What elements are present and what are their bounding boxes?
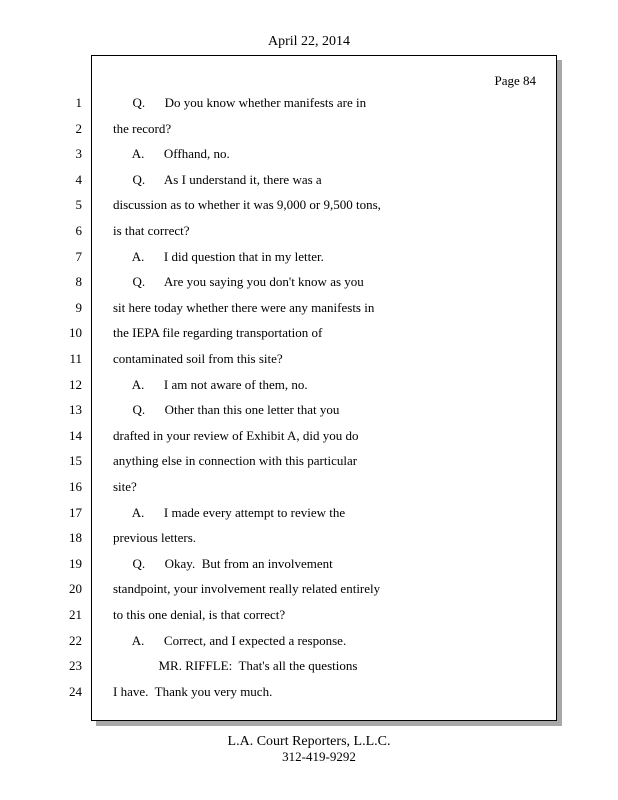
line-number: 4 bbox=[75, 171, 82, 187]
transcript-line bbox=[0, 90, 618, 116]
line-text: I have. Thank you very much. bbox=[113, 683, 273, 699]
transcript-line bbox=[0, 679, 618, 705]
line-text: A. Offhand, no. bbox=[113, 146, 230, 162]
line-text: the IEPA file regarding transportation of bbox=[113, 325, 323, 341]
line-number: 1 bbox=[75, 95, 82, 110]
transcript-date: April 22, 2014 bbox=[267, 34, 351, 49]
line-number: 5 bbox=[75, 197, 82, 213]
line-text: A. I did question that in my letter. bbox=[113, 248, 324, 264]
line-text: A. I made every attempt to review the bbox=[113, 504, 346, 520]
line-number: 15 bbox=[69, 453, 82, 469]
line-number: 20 bbox=[69, 581, 82, 597]
transcript-line bbox=[0, 653, 618, 679]
line-number: 17 bbox=[69, 504, 82, 520]
transcript-line bbox=[0, 269, 618, 295]
transcript-line bbox=[0, 372, 618, 398]
line-text: sit here today whether there were any manifests in bbox=[113, 299, 375, 315]
reporter-phone: 312-419-9292 bbox=[282, 749, 356, 764]
line-text: drafted in your review of Exhibit A, did you do bbox=[113, 427, 359, 443]
transcript-line bbox=[0, 320, 618, 346]
line-text: to this one denial, is that correct? bbox=[113, 607, 286, 622]
line-number: 3 bbox=[75, 146, 82, 162]
line-text: site? bbox=[113, 479, 137, 494]
line-text: previous letters. bbox=[113, 530, 197, 546]
line-number: 21 bbox=[69, 607, 82, 622]
line-text: Q. Okay. But from an involvement bbox=[113, 555, 333, 571]
line-text: discussion as to whether it was 9,000 or 9,500 tons, bbox=[113, 197, 381, 213]
line-number: 11 bbox=[69, 351, 82, 366]
line-number: 8 bbox=[75, 274, 82, 290]
line-number: 2 bbox=[75, 120, 82, 136]
line-number: 18 bbox=[69, 530, 82, 546]
transcript-line bbox=[0, 628, 618, 654]
line-text: contaminated soil from this site? bbox=[113, 351, 283, 366]
page-number: Page 84 bbox=[494, 73, 536, 88]
transcript-line bbox=[0, 500, 618, 526]
line-number: 23 bbox=[69, 658, 82, 674]
line-text: Q. Are you saying you don't know as you bbox=[113, 274, 364, 290]
line-number: 10 bbox=[69, 325, 82, 341]
line-number: 22 bbox=[69, 632, 82, 648]
line-text: Q. Other than this one letter that you bbox=[113, 402, 340, 418]
transcript-line bbox=[0, 423, 618, 449]
transcript-line bbox=[0, 167, 618, 193]
line-text: A. I am not aware of them, no. bbox=[113, 376, 308, 392]
line-number: 19 bbox=[69, 555, 82, 571]
transcript-line bbox=[0, 346, 618, 372]
line-text: Q. As I understand it, there was a bbox=[113, 171, 322, 187]
transcript-line bbox=[0, 218, 618, 244]
line-number: 13 bbox=[69, 402, 82, 418]
transcript-line bbox=[0, 141, 618, 167]
transcript-line bbox=[0, 244, 618, 270]
reporter-company: L.A. Court Reporters, L.L.C. bbox=[227, 734, 391, 749]
transcript-line bbox=[0, 576, 618, 602]
line-text: standpoint, your involvement really related entirely bbox=[113, 581, 381, 597]
transcript-line bbox=[0, 525, 618, 551]
transcript-line bbox=[0, 397, 618, 423]
line-text: A. Correct, and I expected a response. bbox=[113, 632, 347, 648]
line-number: 12 bbox=[69, 376, 82, 392]
line-text: Q. Do you know whether manifests are in bbox=[113, 95, 367, 110]
line-number: 14 bbox=[69, 427, 82, 443]
line-number: 24 bbox=[69, 683, 82, 699]
line-number: 7 bbox=[75, 248, 82, 264]
transcript-line bbox=[0, 474, 618, 500]
line-number: 6 bbox=[75, 223, 82, 238]
line-text: MR. RIFFLE: That's all the questions bbox=[113, 658, 358, 674]
transcript-line bbox=[0, 448, 618, 474]
line-number: 16 bbox=[69, 479, 82, 494]
transcript-line bbox=[0, 602, 618, 628]
transcript-line bbox=[0, 192, 618, 218]
line-text: the record? bbox=[113, 120, 172, 136]
line-text: is that correct? bbox=[113, 223, 190, 238]
line-number: 9 bbox=[75, 299, 82, 315]
transcript-line bbox=[0, 295, 618, 321]
line-text: anything else in connection with this particular bbox=[113, 453, 358, 469]
transcript-line bbox=[0, 551, 618, 577]
transcript-line bbox=[0, 116, 618, 142]
